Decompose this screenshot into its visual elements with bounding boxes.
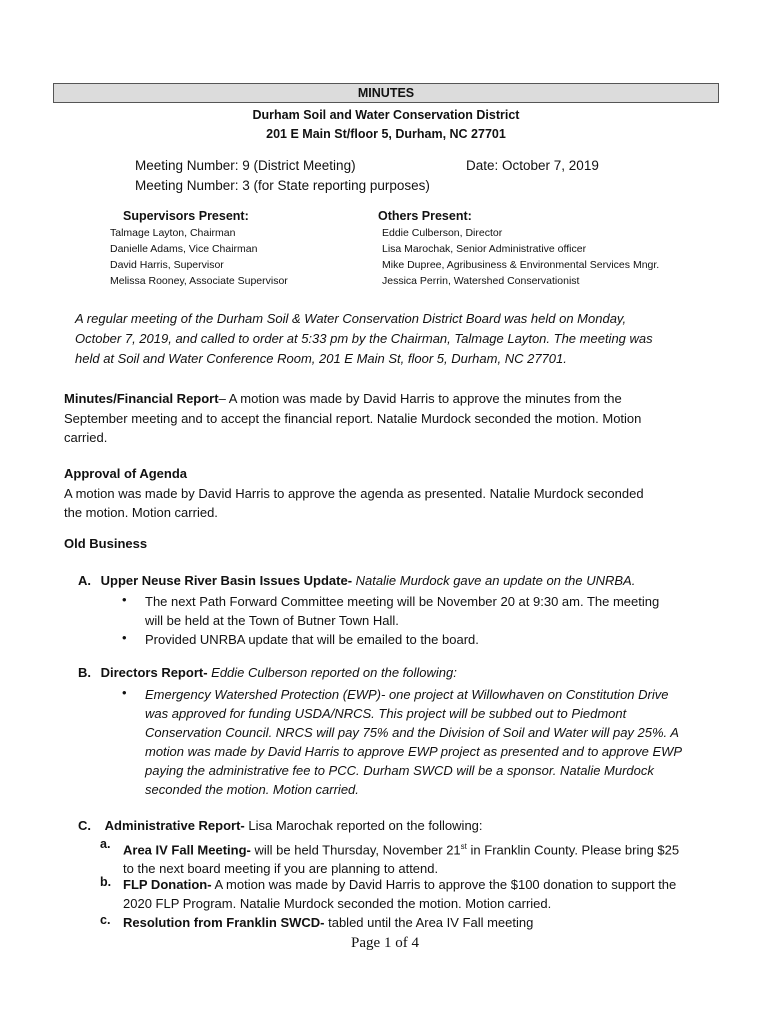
org-name: Durham Soil and Water Conservation District [252, 108, 520, 122]
meeting-date: Date: October 7, 2019 [466, 158, 599, 173]
section-c-heading: C. Administrative Report- Lisa Marochak reported on the following: [78, 818, 483, 833]
supervisors-heading: Supervisors Present: [123, 209, 249, 223]
minutes-financial-heading: Minutes/Financial Report [64, 391, 219, 406]
minutes-title: MINUTES [53, 83, 719, 103]
bullet-icon: • [122, 630, 127, 645]
section-b-heading: B. Directors Report- Eddie Culberson reported on the following: [78, 665, 457, 680]
item-c-letter: c. [100, 913, 111, 927]
supervisor-item: Melissa Rooney, Associate Supervisor [110, 275, 288, 287]
item-a-letter: a. [100, 837, 111, 851]
supervisor-item: Danielle Adams, Vice Chairman [110, 243, 258, 255]
section-b-bullet-1: Emergency Watershed Protection (EWP)- one project at Willowhaven on Constitution Drive was approved for funding USDA/NRCS. This project will be subbed out to Piedmont Conservation Council. NRCS will pay 75% and the Division of Soil and Water will pay 25%. A motion was made by David Harris to approve EWP project as presented and to approve EWP paying the administrative fee to PCC. Durham SWCD will be a sponsor. Natalie Murdock seconded the motion. Motion carried. [145, 687, 683, 797]
minutes-financial-report: Minutes/Financial Report– A motion was made by David Harris to approve the minutes from the September meeting and to accept the financial report. Natalie Murdock seconded the motion. Motion carried. [64, 391, 642, 445]
others-item: Lisa Marochak, Senior Administrative officer [382, 243, 587, 255]
old-business-heading: Old Business [64, 536, 148, 551]
supervisor-item: David Harris, Supervisor [110, 259, 224, 271]
bullet-icon: • [122, 685, 127, 700]
item-area-iv-fall-meeting: Area IV Fall Meeting- will be held Thursday, November 21st in Franklin County. Please bring $25 to the next board meeting if you are planning to attend. [123, 842, 680, 877]
item-flp-donation: FLP Donation- A motion was made by David Harris to approve the $100 donation to support the 2020 FLP Program. Natalie Murdock seconded the motion. Motion carried. [123, 877, 677, 911]
intro-paragraph: A regular meeting of the Durham Soil & Water Conservation District Board was held on Monday, October 7, 2019, and called to order at 5:33 pm by the Chairman, Talmage Layton. The meeting was held at Soil and Water Conference Room, 201 E Main St, floor 5, Durham, NC 27701. [75, 311, 653, 366]
agenda-heading: Approval of Agenda [64, 466, 188, 481]
item-b-letter: b. [100, 875, 112, 889]
others-item: Mike Dupree, Agribusiness & Environmental Services Mngr. [382, 259, 660, 271]
others-item: Eddie Culberson, Director [382, 227, 503, 239]
item-resolution-franklin: Resolution from Franklin SWCD- tabled until the Area IV Fall meeting [123, 915, 534, 930]
others-heading: Others Present: [378, 209, 472, 223]
section-a-bullet-2: Provided UNRBA update that will be emailed to the board. [145, 632, 479, 647]
approval-of-agenda: Approval of Agenda A motion was made by David Harris to approve the agenda as presented. Natalie Murdock seconded the motion. Motion carried. [64, 464, 714, 523]
others-item: Jessica Perrin, Watershed Conservationist [382, 275, 580, 287]
page-number: Page 1 of 4 [351, 935, 419, 951]
supervisor-item: Talmage Layton, Chairman [110, 227, 236, 239]
org-address: 201 E Main St/floor 5, Durham, NC 27701 [266, 127, 506, 141]
section-a-bullet-1: The next Path Forward Committee meeting will be November 20 at 9:30 am. The meeting will be held at the Town of Butner Town Hall. [145, 594, 660, 628]
meeting-number-district: Meeting Number: 9 (District Meeting) [135, 158, 356, 173]
section-a-heading: A. Upper Neuse River Basin Issues Update- Natalie Murdock gave an update on the UNRBA. [78, 573, 636, 588]
meeting-number-state: Meeting Number: 3 (for State reporting purposes) [135, 178, 430, 193]
bullet-icon: • [122, 592, 127, 607]
